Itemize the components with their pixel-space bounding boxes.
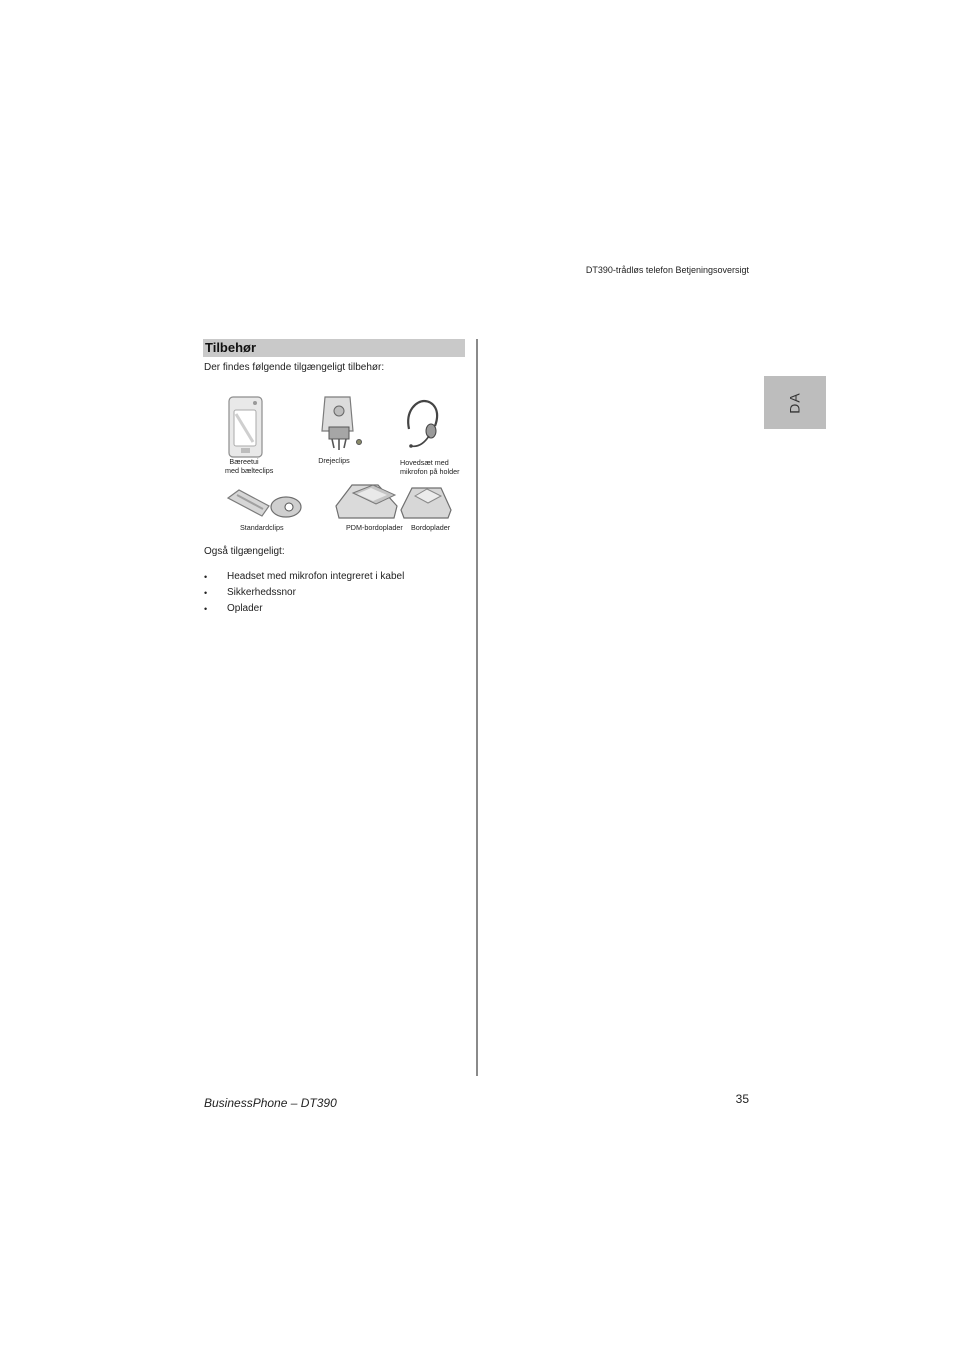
bullet-symbol: • xyxy=(204,572,208,582)
accessories-figure xyxy=(203,384,465,536)
list-item-text: Sikkerhedssnor xyxy=(227,587,296,598)
bullet-symbol: • xyxy=(204,588,208,598)
list-item xyxy=(204,601,404,617)
also-available-label: Også tilgængeligt: xyxy=(204,546,285,557)
section-heading: Tilbehør xyxy=(203,339,465,357)
caption-desk-charger: Bordoplader xyxy=(411,523,451,532)
caption-carry-case xyxy=(225,457,274,475)
running-header: DT390-trådløs telefon Betjeningsoversigt xyxy=(585,265,749,275)
list-item-text: Oplader xyxy=(227,603,263,614)
section-intro: Der findes følgende tilgængeligt tilbehør: xyxy=(204,362,385,373)
swivel-clip-image xyxy=(322,397,362,450)
caption-headset-line2: mikrofon på holder xyxy=(400,466,460,476)
caption-headset xyxy=(400,458,460,476)
caption-standard-clip: Standardclips xyxy=(240,523,284,532)
headset-image xyxy=(408,401,437,448)
desk-charger-image xyxy=(401,488,451,518)
caption-swivel-clip: Drejeclips xyxy=(318,456,350,465)
accessory-list xyxy=(204,569,404,617)
standard-clip-image xyxy=(228,490,301,517)
list-item xyxy=(204,585,404,601)
caption-headset-line1: Hovedsæt med xyxy=(400,458,449,467)
bullet-symbol: • xyxy=(204,604,208,614)
language-tab-label: DA xyxy=(786,391,803,414)
carry-case-image xyxy=(229,397,262,457)
language-tab xyxy=(764,376,826,429)
caption-carry-case-line1: Bæreetui xyxy=(229,457,259,466)
list-item xyxy=(204,569,404,585)
caption-carry-case-line2: med bælteclips xyxy=(225,465,274,475)
list-item-text: Headset med mikrofon integreret i kabel xyxy=(227,571,405,582)
footer-product-title: BusinessPhone – DT390 xyxy=(204,1096,337,1110)
page-number: 35 xyxy=(735,1092,749,1106)
caption-pdm-desk-charger: PDM-bordoplader xyxy=(346,523,403,532)
pdm-desk-charger-image xyxy=(336,485,397,518)
column-divider xyxy=(476,339,478,1076)
